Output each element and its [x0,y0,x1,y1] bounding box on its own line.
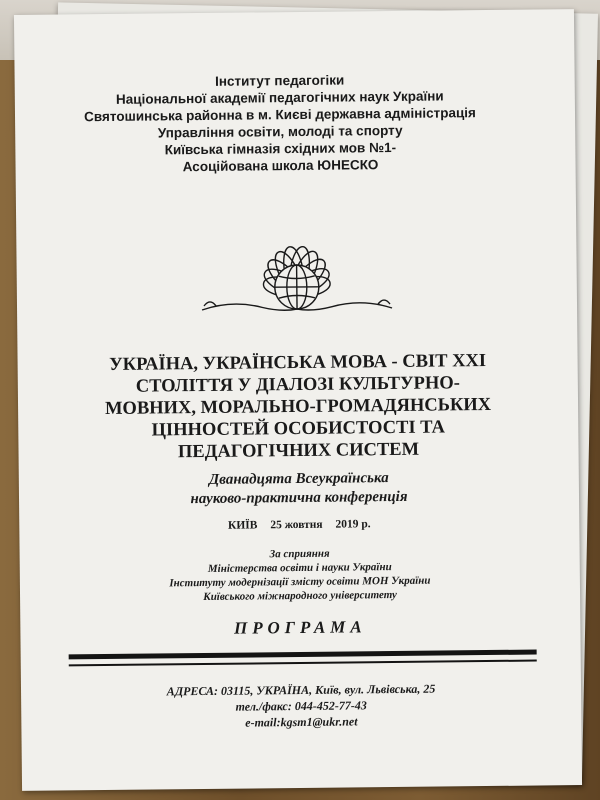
conference-title [58,349,539,464]
organizer-line: Управління освіти, молоді та спорту [157,122,403,141]
phone-line: тел./факс: 044-452-77-43 [235,698,367,714]
organizer-line: Інститут педагогіки [214,72,345,89]
address-line: АДРЕСА: 03115, УКРАЇНА, Київ, вул. Львівська, 25 [166,681,436,699]
contact-block [61,679,541,732]
organizer-line: Національної академії педагогічних наук України [115,88,444,107]
support-line: Інституту модернізації змісту освіти МОН України [169,574,431,590]
city: КИЇВ [227,519,258,532]
divider-thin [69,660,537,667]
year: 2019 р. [335,518,371,531]
title-line: МОВНИХ, МОРАЛЬНО-ГРОМАДЯНСЬКИХ [104,394,492,420]
globe-sunburst-logo-icon [191,186,402,318]
support-block [60,544,541,605]
title-line: ПЕДАГОГІЧНИХ СИСТЕМ [177,439,420,463]
support-line: За сприяння [269,547,330,561]
organizer-line: Святошинська районна в м. Києві державна адміністрація [84,105,476,125]
organizer-line: Асоційована школа ЮНЕСКО [182,157,379,175]
program-label: ПРОГРАМА [233,617,367,638]
date-line [59,516,539,533]
subtitle-line: Дванадцята Всеукраїнська [208,470,389,488]
date: 25 жовтня [270,518,323,532]
title-line: СТОЛІТТЯ У ДІАЛОЗІ КУЛЬТУРНО- [135,373,460,397]
divider-thick [69,650,537,660]
support-line: Міністерства освіти і науки України [207,561,392,575]
organizer-line: Київська гімназія східних мов №1- [164,139,397,158]
email-line: e-mail:kgsm1@ukr.net [245,714,358,730]
title-line: ЦІННОСТЕЙ ОСОБИСТОСТІ ТА [151,417,446,441]
support-line: Київського міжнародного університету [203,588,397,604]
conference-subtitle [59,467,539,510]
subtitle-line: науково-практична конференція [190,488,408,508]
title-line: УКРАЇНА, УКРАЇНСЬКА МОВА - СВІТ XXI [109,351,487,375]
conference-program-cover [14,9,582,791]
organizers-header [55,70,506,177]
